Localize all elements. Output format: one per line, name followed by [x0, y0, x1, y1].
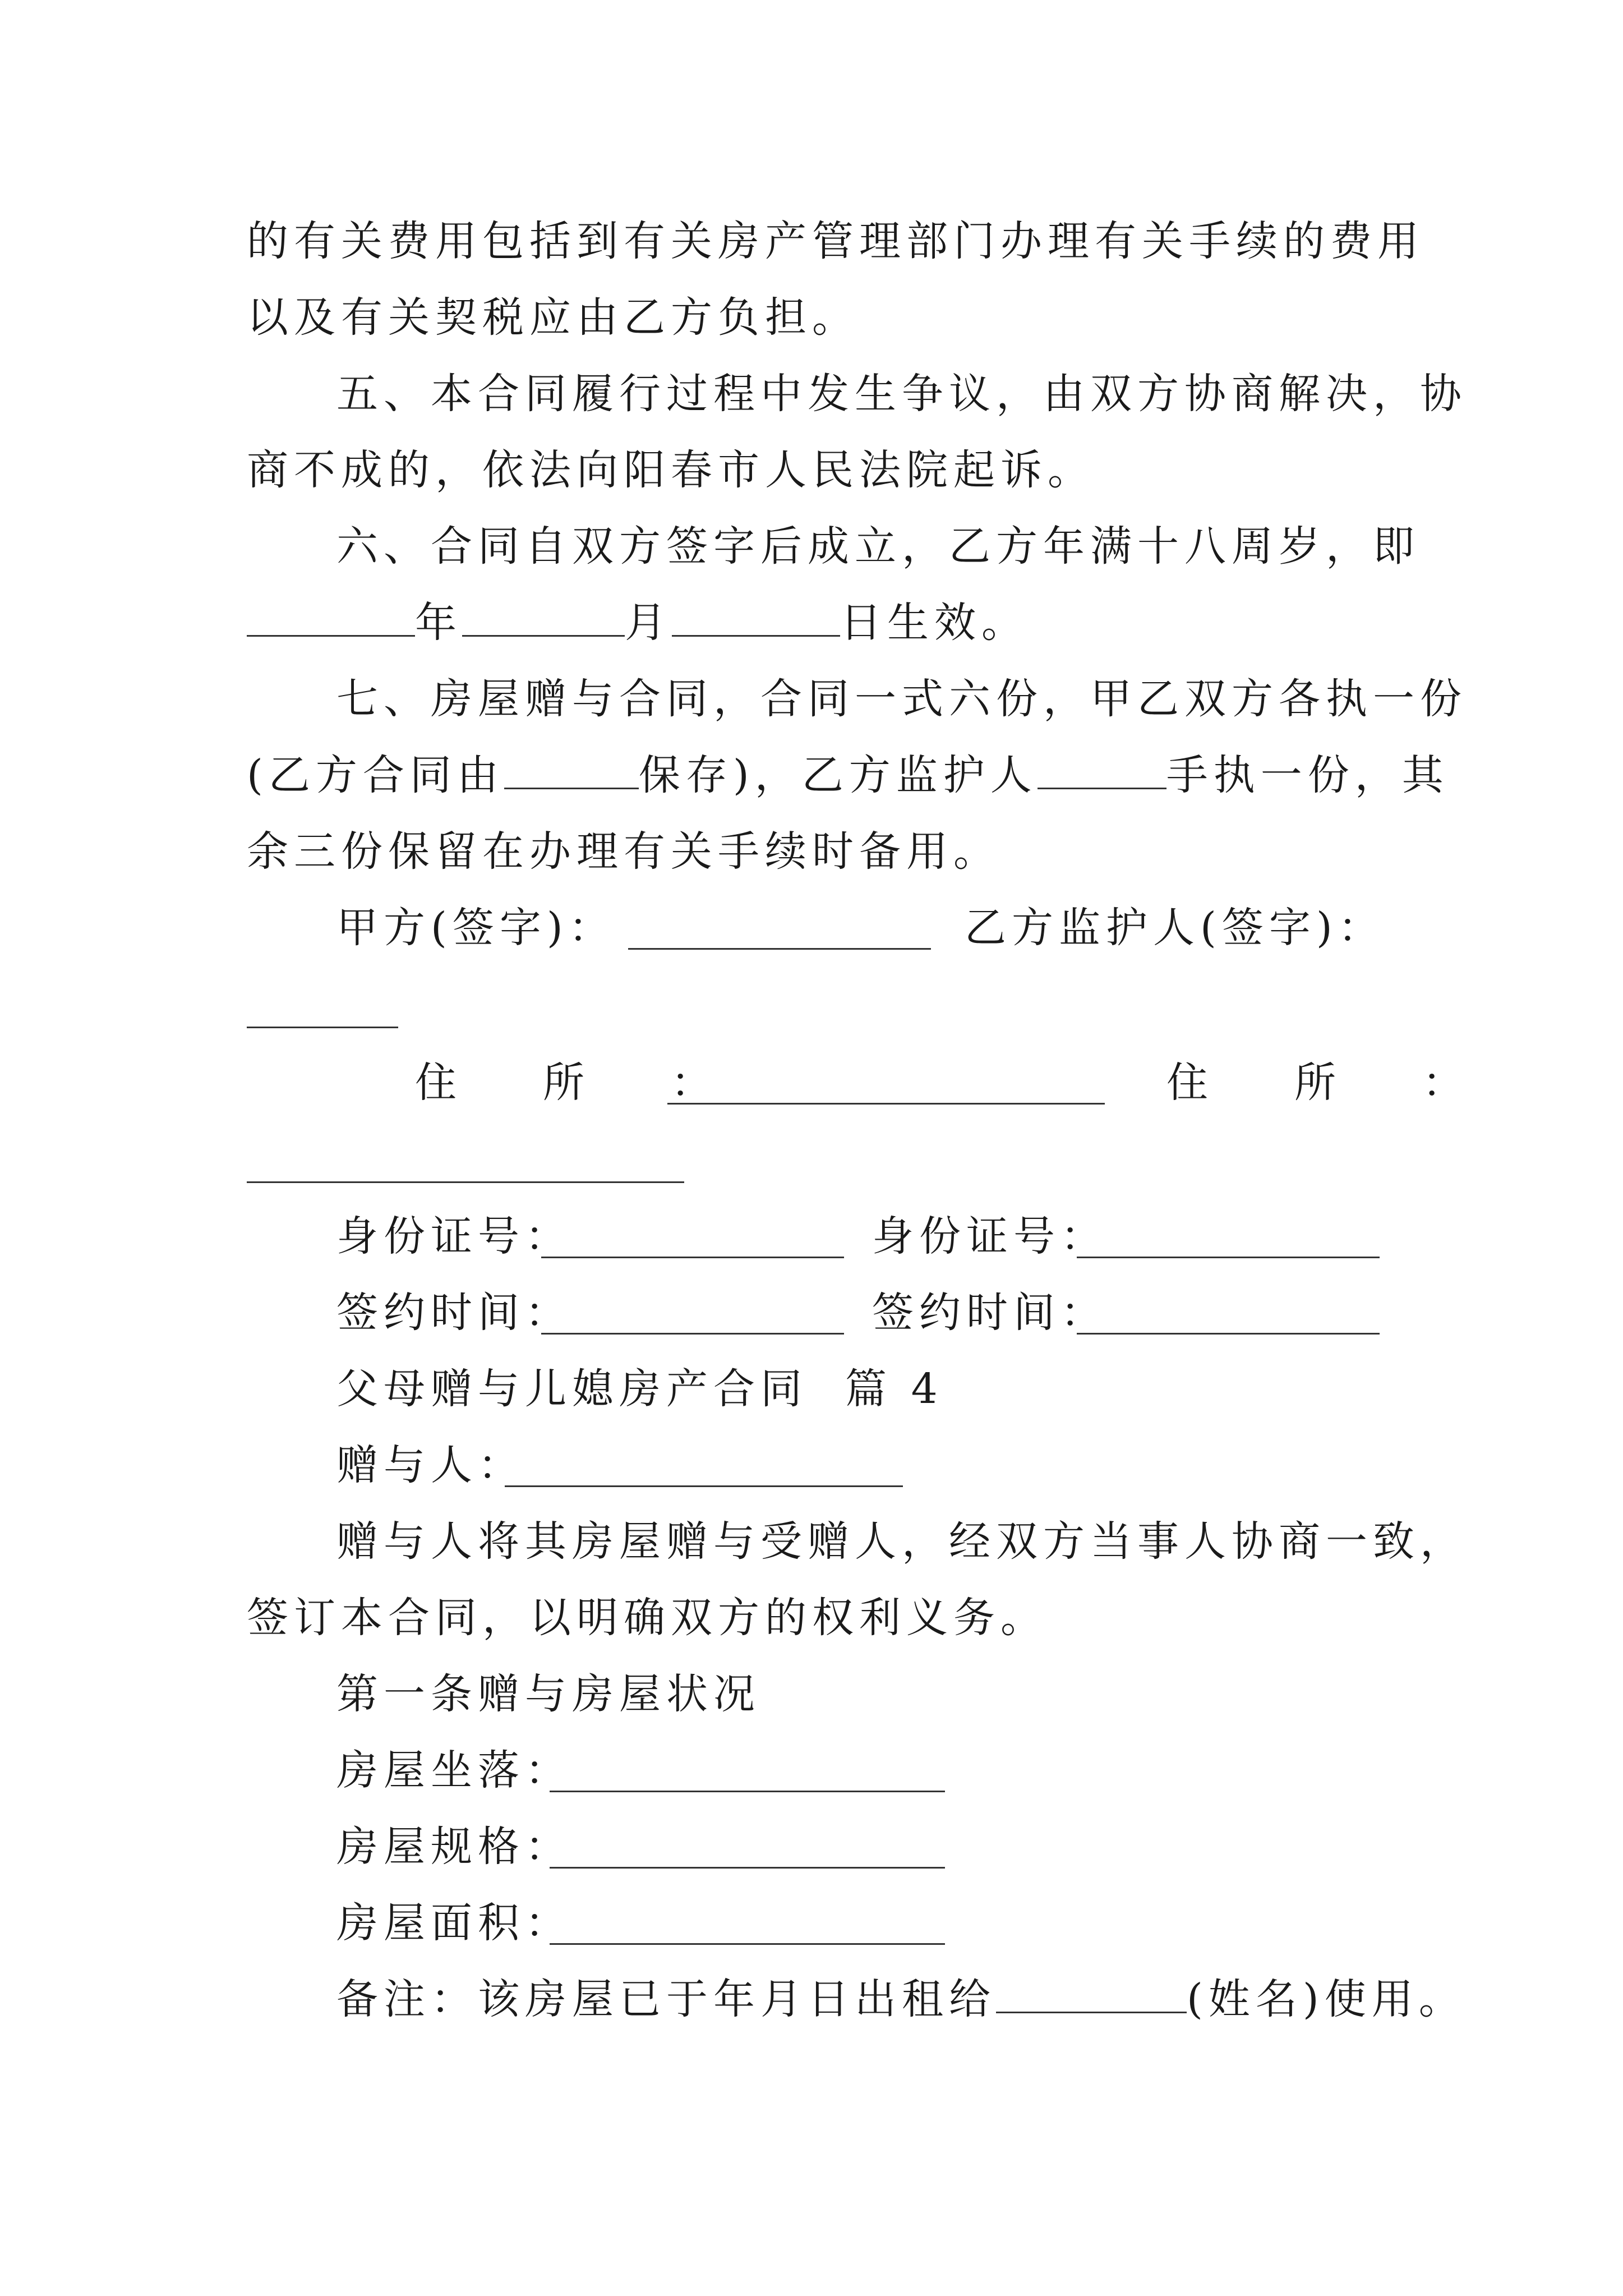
clause-6-line: 六、合同自双方签字后成立，乙方年满十八周岁，即 [336, 522, 1420, 570]
note-line [336, 1971, 1466, 2027]
address-a-blank[interactable] [667, 1103, 1105, 1105]
id-a-label: 身份证号： [336, 1212, 572, 1260]
day-blank[interactable] [672, 600, 840, 637]
time-b-label: 签约时间： [872, 1289, 1108, 1337]
effective-label: 日生效。 [840, 599, 1029, 647]
location-blank[interactable] [550, 1791, 945, 1792]
article-1-heading: 第一条赠与房屋状况 [336, 1670, 760, 1718]
intro-line: 签订本合同，以明确双方的权利义务。 [247, 1594, 1048, 1642]
clause-5-line: 五、本合同履行过程中发生争议，由双方协商解决，协 [336, 370, 1467, 418]
guardian-label: 保存)，乙方监护人 [638, 751, 1038, 799]
address-a-label: 住 所 ： [415, 1059, 735, 1107]
donor-label: 赠与人： [336, 1441, 525, 1489]
area-label: 房屋面积： [336, 1899, 572, 1947]
signature-b-label: 乙方监护人(签字)： [965, 904, 1385, 952]
signature-b-blank[interactable] [247, 1027, 398, 1028]
section-title: 父母赠与儿媳房产合同 篇 4 [336, 1365, 943, 1413]
clause-7-line: 七、房屋赠与合同，合同一式六份，甲乙双方各执一份 [336, 675, 1467, 723]
guardian-blank[interactable] [1038, 753, 1166, 789]
signature-a-label: 甲方(签字)： [336, 904, 616, 952]
address-b-blank[interactable] [247, 1181, 684, 1183]
paragraph-line: 的有关费用包括到有关房产管理部门办理有关手续的费用 [247, 217, 1424, 265]
paragraph-line: 以及有关契税应由乙方负担。 [247, 293, 859, 342]
month-blank[interactable] [462, 600, 625, 637]
clause-5-line: 商不成的，依法向阳春市人民法院起诉。 [247, 446, 1095, 494]
copy-label: 手执一份，其 [1166, 751, 1449, 799]
month-label: 月 [625, 599, 672, 647]
year-label: 年 [415, 599, 462, 647]
donor-blank[interactable] [505, 1485, 903, 1487]
clause-7-line [247, 747, 1449, 803]
intro-line: 赠与人将其房屋赠与受赠人，经双方当事人协商一致， [336, 1517, 1467, 1566]
time-a-blank[interactable] [541, 1333, 844, 1335]
note-suffix: (姓名)使用。 [1187, 1975, 1466, 2023]
year-blank[interactable] [247, 600, 415, 637]
address-b-label: 住 所 ： [1166, 1059, 1486, 1107]
area-blank[interactable] [550, 1943, 945, 1945]
time-b-blank[interactable] [1077, 1333, 1380, 1335]
note-label: 备注：该房屋已于年月日出租给 [336, 1975, 996, 2023]
spec-label: 房屋规格： [336, 1823, 572, 1871]
keeper-blank[interactable] [504, 753, 639, 789]
tenant-name-blank[interactable] [996, 1977, 1187, 2013]
clause-6-date-line [247, 595, 1029, 651]
id-a-blank[interactable] [541, 1257, 844, 1258]
id-b-label: 身份证号： [872, 1212, 1108, 1260]
location-label: 房屋坐落： [336, 1746, 572, 1795]
time-a-label: 签约时间： [336, 1289, 572, 1337]
signature-a-blank[interactable] [628, 948, 931, 950]
spec-blank[interactable] [550, 1867, 945, 1869]
clause-7-line: 余三份保留在办理有关手续时备用。 [247, 827, 1000, 876]
keeper-label: (乙方合同由 [247, 751, 504, 799]
id-b-blank[interactable] [1077, 1257, 1380, 1258]
